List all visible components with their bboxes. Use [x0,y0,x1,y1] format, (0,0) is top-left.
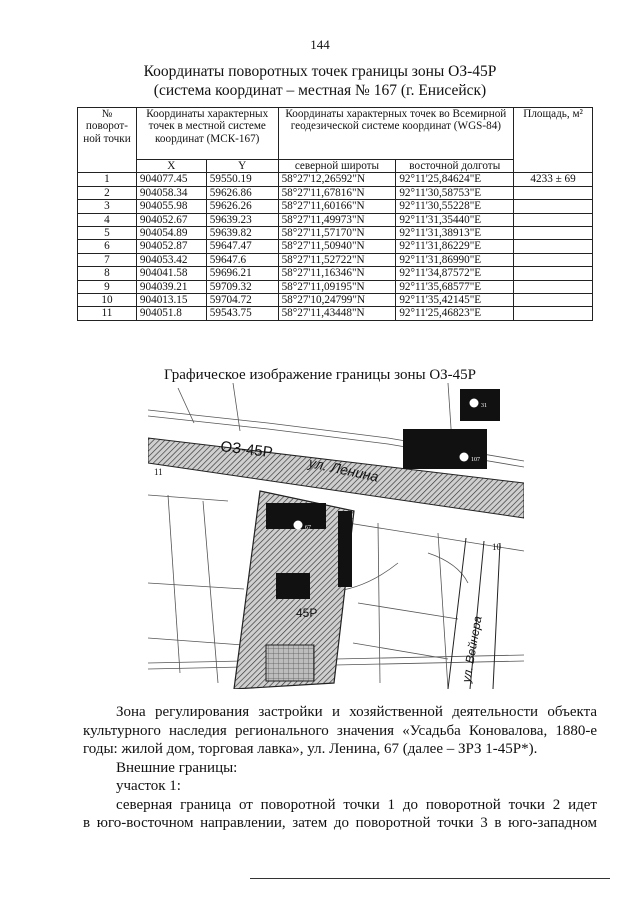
point-label-10: 10 [492,542,501,552]
point-number-cell: 2 [78,186,137,199]
y-cell: 59647.6 [206,253,278,266]
point-number-cell: 1 [78,173,137,186]
page-bottom-rule [250,878,610,879]
y-cell: 59647.47 [206,240,278,253]
area-cell [514,227,593,240]
zone-map-drawing [148,383,524,689]
document-body [83,703,597,833]
point-number-cell: 6 [78,240,137,253]
x-cell: 904051.8 [136,307,206,320]
area-cell [514,307,593,320]
table-row [78,253,593,266]
x-cell: 904053.42 [136,253,206,266]
paragraph-2-line-2: в юго-восточном направлении, затем до поворотной точки 3 в юго-западном [83,815,597,831]
table-row [78,173,593,186]
x-cell: 904013.15 [136,294,206,307]
latitude-cell: 58°27'10,24799"N [278,294,396,307]
area-cell [514,240,593,253]
longitude-cell: 92°11'30,58753"E [396,186,514,199]
x-cell: 904041.58 [136,267,206,280]
y-cell: 59550.19 [206,173,278,186]
latitude-cell: 58°27'11,67816"N [278,186,396,199]
longitude-cell: 92°11'25,46823"E [396,307,514,320]
y-cell: 59709.32 [206,280,278,293]
header-area: Площадь, м² [514,108,593,173]
latitude-cell: 58°27'11,57170"N [278,227,396,240]
latitude-cell: 58°27'11,49973"N [278,213,396,226]
latitude-cell: 58°27'11,52722"N [278,253,396,266]
area-cell [514,213,593,226]
coordinates-table [77,107,593,321]
x-cell: 904055.98 [136,200,206,213]
zone-map [148,383,524,689]
paragraph-1-line-1: Зона регулирования застройки и хозяйственной деятельности объекта [116,704,597,720]
x-cell: 904052.67 [136,213,206,226]
y-cell: 59639.82 [206,227,278,240]
area-cell [514,267,593,280]
hatched-lot [266,645,314,681]
map-caption: Графическое изображение границы зоны ОЗ-45Р [163,367,477,383]
y-cell: 59704.72 [206,294,278,307]
x-cell: 904077.45 [136,173,206,186]
latitude-cell: 58°27'11,09195"N [278,280,396,293]
header-point-number: № поворот-ной точки [78,108,137,173]
paragraph-2-line-1: северная граница от поворотной точки 1 до поворотной точки 2 идет [116,796,597,813]
building-label-31: 31 [481,403,487,409]
x-cell: 904052.87 [136,240,206,253]
area-cell [514,200,593,213]
longitude-cell: 92°11'34,87572"E [396,267,514,280]
longitude-cell: 92°11'35,42145"E [396,294,514,307]
table-row [78,307,593,320]
header-longitude: восточной долготы [396,160,514,173]
building-107 [403,429,487,469]
zone-label-45r: 45Р [296,606,318,620]
point-number-cell: 4 [78,213,137,226]
building-marker-107 [460,453,469,462]
area-cell [514,280,593,293]
header-local-coords: Координаты характерных точек в местной системе координат (МСК-167) [136,108,278,160]
table-row [78,186,593,199]
building-label-107: 107 [471,457,480,463]
building-label-67: 67 [305,525,311,531]
point-label-11: 11 [154,467,163,477]
building-31 [460,389,500,421]
longitude-cell: 92°11'31,86229"E [396,240,514,253]
latitude-cell: 58°27'11,16346"N [278,267,396,280]
paragraph-1-line-3: годы: жилой дом, торговая лавка», ул. Ленина, 67 (далее – ЗРЗ 1-45Р*). [83,741,538,757]
zone-label-oz-45r: ОЗ-45Р [219,438,274,462]
area-cell: 4233 ± 69 [514,173,593,186]
table-row [78,267,593,280]
point-number-cell: 10 [78,294,137,307]
point-number-cell: 8 [78,267,137,280]
table-row [78,213,593,226]
header-wgs-coords: Координаты характерных точек во Всемирной геодезической системе координат (WGS-84) [278,108,514,160]
building-marker-67 [294,521,303,530]
page-number: 144 [310,37,330,52]
point-number-cell: 11 [78,307,137,320]
point-number-cell: 9 [78,280,137,293]
x-cell: 904058.34 [136,186,206,199]
document-title [0,62,640,100]
title-line-1: Координаты поворотных точек границы зоны ОЗ-45Р [143,63,497,80]
longitude-cell: 92°11'31,86990"E [396,253,514,266]
area-cell [514,253,593,266]
point-number-cell: 7 [78,253,137,266]
table-row [78,200,593,213]
header-y: Y [206,160,278,173]
longitude-cell: 92°11'31,35440"E [396,213,514,226]
table-row [78,227,593,240]
longitude-cell: 92°11'30,55228"E [396,200,514,213]
latitude-cell: 58°27'12,26592"N [278,173,396,186]
y-cell: 59626.86 [206,186,278,199]
building-annex [338,511,352,587]
paragraph-1-line-2: культурного наследия регионального значения «Усадьба Коновалова, 1880-е [83,722,597,739]
building-marker-31 [470,399,479,408]
street-label-vaynera: ул. Вейнера [459,614,485,684]
table-row [78,240,593,253]
area-cell [514,186,593,199]
y-cell: 59626.26 [206,200,278,213]
y-cell: 59543.75 [206,307,278,320]
x-cell: 904039.21 [136,280,206,293]
title-line-2: (система координат – местная № 167 (г. Енисейск) [153,82,487,99]
y-cell: 59639.23 [206,213,278,226]
longitude-cell: 92°11'31,38913"E [396,227,514,240]
table-row [78,294,593,307]
area-cell [514,294,593,307]
building-lavka [276,573,310,599]
coordinates-table-body [78,173,593,320]
point-number-cell: 3 [78,200,137,213]
section-1-heading: участок 1: [116,778,181,794]
longitude-cell: 92°11'35,68577"E [396,280,514,293]
x-cell: 904054.89 [136,227,206,240]
street-label-lenina: ул. Ленина [307,454,381,485]
header-x: X [136,160,206,173]
latitude-cell: 58°27'11,60166"N [278,200,396,213]
external-boundaries-heading: Внешние границы: [116,759,238,776]
longitude-cell: 92°11'25,84624"E [396,173,514,186]
y-cell: 59696.21 [206,267,278,280]
latitude-cell: 58°27'11,50940"N [278,240,396,253]
point-number-cell: 5 [78,227,137,240]
table-row [78,280,593,293]
latitude-cell: 58°27'11,43448"N [278,307,396,320]
header-latitude: северной широты [278,160,396,173]
